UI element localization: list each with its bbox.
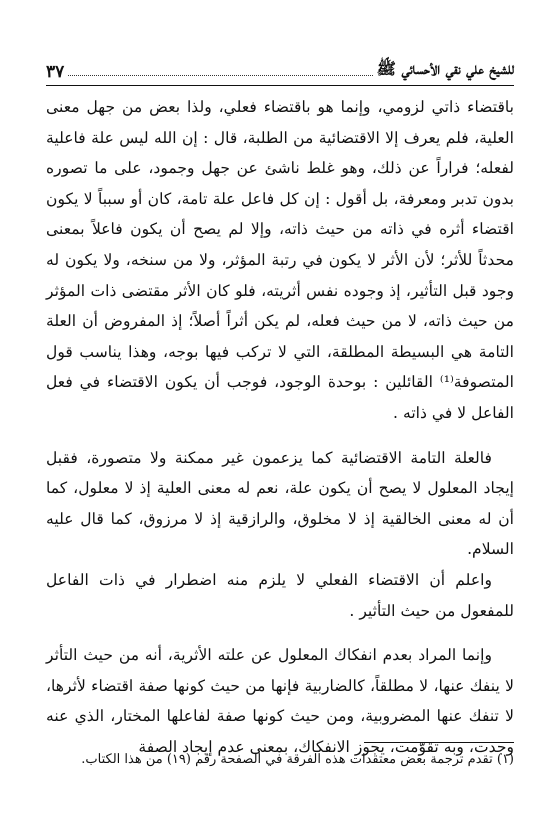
paragraph-4: وإنما المراد بعدم انفكاك المعلول عن علته الأثرية، أنه من حيث التأثر لا ينفك عنها، لا مطلقاً، كالضاربية فإنها من حيث كونها صفة اقتضاء لأثرها، لا تنفك عنها المضروبية، ومن حيث كونها صفة لفاعلها المختار، الذي عنه وجدت، وبه تقوّمت، يجوز الانفكاك، بمعنى عدم إيجاد الصفة xyxy=(46,646,514,756)
header-title: للشيخ علي نقي الأحسائي ﷺ xyxy=(376,59,514,78)
running-header xyxy=(46,56,514,86)
body-text xyxy=(46,92,514,762)
paragraph-1: باقتضاء ذاتي لزومي، وإنما هو باقتضاء فعلي، ولذا بعض من جهل معنى العلية، فلم يعرف إلا الاقتضائية من الطلبة، قال : إن الله ليس علة فاعلية لفعله؛ فراراً عن ذلك، وهو غلط ناشئ عن جهل وجمود، على ما تصوره بدون تدبر ومعرفة، بل أقول : إن كل فاعل علة تامة، كان أو سبباً لا يكون اقتضاء أثره في ذاته من حيث ذاته، وإلا لم يصح أن يكون فاعلاً بمعنى محدثاً للأثر؛ لأن الأثر لا يكون في رتبة المؤثر، ولا من سنخه، ولا يكون له وجود قبل التأثير، إذ وجوده نفس أثريته، فلو كان الأثر مقتضى ذات المؤثر من حيث ذاته، لا من حيث فعله، لم يكن أثراً أصلاً؛ إذ المفروض أن العلة التامة هي البسيطة المطلقة، التي لا تركب فيها بوجه، وهذا يناسب قول المتصوفة⁽¹⁾ القائلين : بوحدة الوجود، فوجب أن يكون الاقتضاء في فعل الفاعل لا في ذاته . xyxy=(46,98,514,422)
paragraph-3: واعلم أن الاقتضاء الفعلي لا يلزم منه اضطرار في ذات الفاعل للمفعول من حيث التأثير . xyxy=(46,570,514,620)
footnote: (١) تقدم ترجمة بعض معتقدات هذه الفرقة في الصفحة رقم (١٩) من هذا الكتاب. xyxy=(81,752,514,767)
footnote-separator xyxy=(364,742,514,743)
paragraph-2: فالعلة التامة الاقتضائية كما يزعمون غير ممكنة ولا متصورة، فقبل إيجاد المعلول لا يصح أن يكون علة، نعم له معنى العلية إذ لا معلول، كما أن له معنى الخالقية إذ لا مخلوق، والرازقية إذ لا مرزوق، كما قال عليه السلام. xyxy=(46,448,514,559)
header-leader-dots xyxy=(68,74,372,76)
page-number: ٣٧ xyxy=(46,62,65,82)
